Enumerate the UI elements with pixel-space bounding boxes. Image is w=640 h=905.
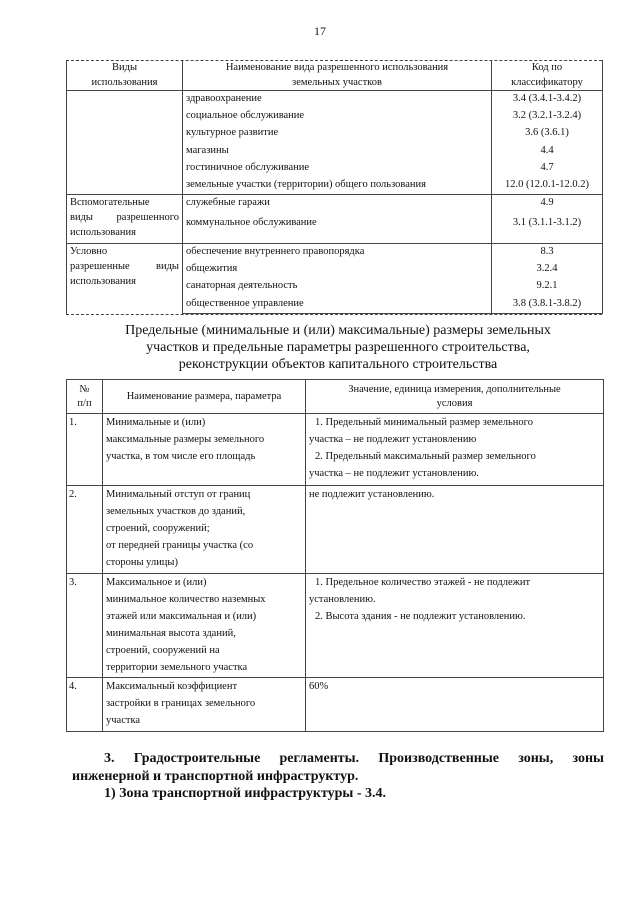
parameter-name: Максимальное и (или) минимальное количество наземных этажей или максимальная и (или) минимальная высота зданий, строений, сооружений на территории земельного участка bbox=[103, 574, 306, 678]
parameter-name: Максимальный коэффициент застройки в границах земельного участка bbox=[103, 678, 306, 732]
header-use-name: Наименование вида разрешенного использования земельных участков bbox=[183, 60, 492, 91]
regulation-heading: 3. Градостроительные регламенты. Производственные зоны, зоны инженерной и транспортной инфраструктур. bbox=[72, 751, 604, 784]
header-value: Значение, единица измерения, дополнительные условия bbox=[306, 380, 604, 414]
type-cell-conditional: Условно разрешенные виды использования bbox=[67, 243, 183, 313]
use-name: общежития bbox=[183, 261, 492, 278]
use-code: 3.6 (3.6.1) bbox=[492, 125, 603, 142]
header-types: Виды использования bbox=[67, 60, 183, 91]
use-name: гостиничное обслуживание bbox=[183, 160, 492, 177]
use-code: 3.4 (3.4.1-3.4.2) bbox=[492, 91, 603, 109]
parameter-value: 1. Предельный минимальный размер земельного участка – не подлежит установлению 2. Предельный максимальный размер земельного участка – не подлежит установлению. bbox=[306, 414, 604, 486]
table-bottom-border bbox=[66, 314, 602, 315]
row-number: 1. bbox=[67, 414, 103, 486]
use-code: 3.2.4 bbox=[492, 261, 603, 278]
table-row bbox=[67, 678, 604, 732]
row-number: 2. bbox=[67, 486, 103, 574]
header-number: № п/п bbox=[67, 380, 103, 414]
use-name: социальное обслуживание bbox=[183, 108, 492, 125]
use-name: общественное управление bbox=[183, 296, 492, 314]
use-code: 4.7 bbox=[492, 160, 603, 177]
use-types-table bbox=[66, 60, 603, 314]
limits-section-title: Предельные (минимальные и (или) максимальные) размеры земельных участков и предельные параметры разрешенного строительства, реконструкции объектов капитального строительства bbox=[125, 323, 551, 372]
table-row bbox=[67, 91, 603, 109]
table-row bbox=[67, 574, 604, 678]
use-name: культурное развитие bbox=[183, 125, 492, 142]
table-row bbox=[67, 486, 604, 574]
parameter-value: 1. Предельное количество этажей - не подлежит установлению. 2. Высота здания - не подлежит установлению. bbox=[306, 574, 604, 678]
header-code: Код по классификатору bbox=[492, 60, 603, 91]
parameter-value: не подлежит установлению. bbox=[306, 486, 604, 574]
use-name: здравоохранение bbox=[183, 91, 492, 109]
use-name: обеспечение внутреннего правопорядка bbox=[183, 243, 492, 261]
row-number: 4. bbox=[67, 678, 103, 732]
use-code: 4.9 bbox=[492, 195, 603, 216]
header-parameter-name: Наименование размера, параметра bbox=[103, 380, 306, 414]
use-name: земельные участки (территории) общего пользования bbox=[183, 177, 492, 195]
use-code: 12.0 (12.0.1-12.0.2) bbox=[492, 177, 603, 195]
parameter-name: Минимальные и (или) максимальные размеры земельного участка, в том числе его площадь bbox=[103, 414, 306, 486]
use-name: коммунальное обслуживание bbox=[183, 215, 492, 243]
parameter-name: Минимальный отступ от границ земельных участков до зданий, строений, сооружений; от передней границы участка (со стороны улицы) bbox=[103, 486, 306, 574]
parameter-value: 60% bbox=[306, 678, 604, 732]
type-cell-main bbox=[67, 91, 183, 195]
use-code: 3.8 (3.8.1-3.8.2) bbox=[492, 296, 603, 314]
table-row bbox=[67, 243, 603, 261]
page-number: 17 bbox=[314, 24, 326, 38]
row-number: 3. bbox=[67, 574, 103, 678]
zone-heading: 1) Зона транспортной инфраструктуры - 3.4. bbox=[104, 786, 387, 801]
use-name: санаторная деятельность bbox=[183, 278, 492, 295]
use-code: 9.2.1 bbox=[492, 278, 603, 295]
use-code: 3.1 (3.1.1-3.1.2) bbox=[492, 215, 603, 243]
table-top-border bbox=[66, 60, 602, 61]
use-code: 8.3 bbox=[492, 243, 603, 261]
use-name: магазины bbox=[183, 143, 492, 160]
limits-table bbox=[66, 379, 604, 732]
use-code: 4.4 bbox=[492, 143, 603, 160]
type-cell-auxiliary: Вспомогательные виды разрешенного использования bbox=[67, 195, 183, 244]
use-name: служебные гаражи bbox=[183, 195, 492, 216]
use-table-header bbox=[67, 60, 603, 91]
table-row bbox=[67, 414, 604, 486]
limits-table-header bbox=[67, 380, 604, 414]
use-code: 3.2 (3.2.1-3.2.4) bbox=[492, 108, 603, 125]
table-row bbox=[67, 195, 603, 216]
